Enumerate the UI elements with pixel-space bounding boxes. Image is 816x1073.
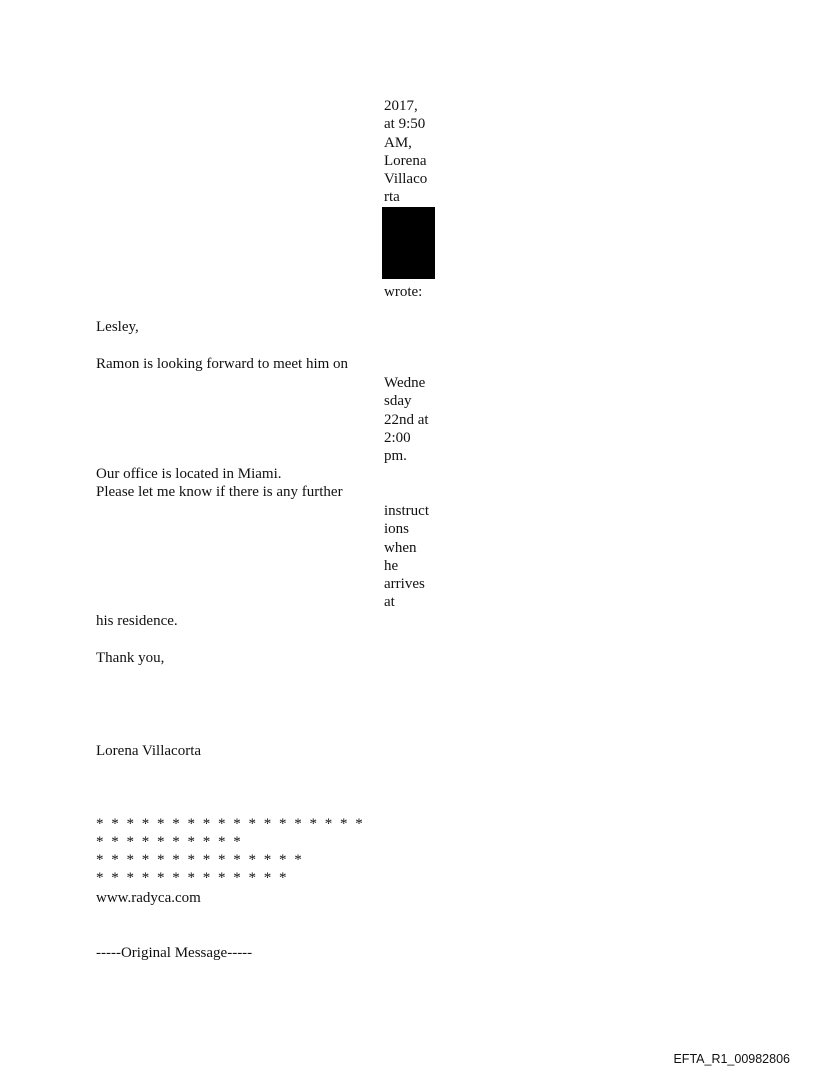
bates-number: EFTA_R1_00982806 (673, 1052, 790, 1066)
date-line: pm. (384, 448, 407, 465)
header-line: Villaco (384, 171, 428, 188)
body-line-meeting: Ramon is looking forward to meet him on (96, 356, 349, 372)
star-line: * * * * * * * * * * (96, 834, 243, 850)
header-column (384, 97, 444, 207)
date-line: sday (384, 393, 412, 410)
header-line: 2017, (384, 98, 418, 114)
date-line: 2:00 (384, 429, 411, 446)
instructions-line: at (384, 594, 395, 611)
date-line: 22nd at (384, 411, 429, 428)
instructions-line: arrives (384, 576, 425, 593)
original-message-divider: -----Original Message----- (96, 945, 253, 961)
star-line: * * * * * * * * * * * * * * * * * * (96, 816, 365, 832)
signature: Lorena Villacorta (96, 743, 202, 759)
body-line-residence: his residence. (96, 613, 178, 629)
instructions-line: he (384, 557, 399, 574)
redaction-box (382, 207, 435, 279)
date-line: Wedne (384, 375, 426, 391)
star-line: * * * * * * * * * * * * * * (96, 852, 304, 868)
instructions-line: when (384, 539, 417, 556)
body-line-office: Our office is located in Miami. (96, 466, 282, 482)
header-line: Lorena (384, 152, 427, 169)
website-link[interactable]: www.radyca.com (96, 890, 201, 906)
body-line-further: Please let me know if there is any further (96, 484, 343, 500)
star-line: * * * * * * * * * * * * * (96, 870, 289, 886)
instructions-line: ions (384, 521, 410, 538)
closing: Thank you, (96, 650, 165, 666)
header-line: AM, (384, 134, 412, 151)
instructions-column (384, 502, 444, 612)
wrote-label: wrote: (384, 284, 423, 300)
instructions-line: instruct (384, 503, 429, 519)
meeting-date-column (384, 374, 444, 465)
greeting: Lesley, (96, 319, 139, 335)
header-line: rta (384, 189, 400, 206)
header-line: at 9:50 (384, 116, 426, 133)
